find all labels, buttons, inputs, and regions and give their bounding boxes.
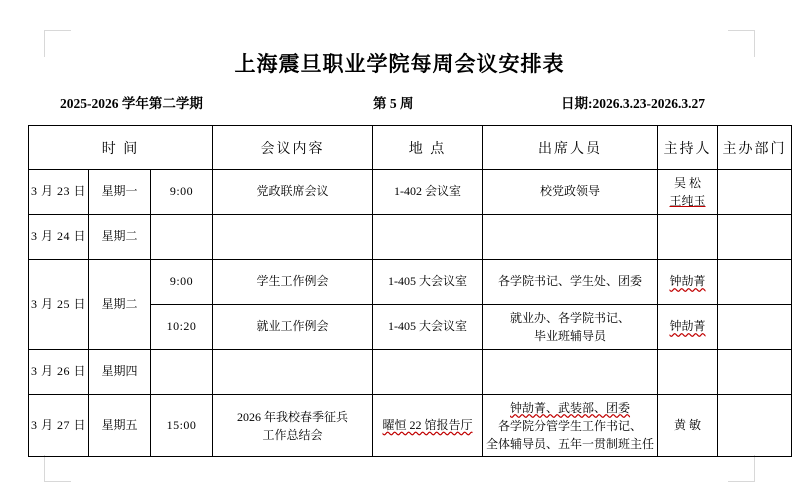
meeting-schedule-table [28, 125, 792, 457]
cell-dept [718, 260, 792, 305]
cell-date: 3 月 27 日 [29, 395, 89, 457]
cell-place [373, 350, 483, 395]
cell-date: 3 月 24 日 [29, 215, 89, 260]
cell-day: 星期二 [89, 215, 151, 260]
document-subheader [28, 92, 771, 112]
cell-host: 黄 敏 [658, 395, 718, 457]
column-header-host: 主持人 [658, 126, 718, 170]
cell-attendees [483, 350, 658, 395]
cell-place: 1-405 大会议室 [373, 305, 483, 350]
date-range-label: 日期:2026.3.23-2026.3.27 [561, 96, 705, 111]
page-fold-bottom-left [44, 455, 71, 482]
week-number-label: 第 5 周 [373, 96, 414, 111]
cell-host: 钟劼菁 [658, 260, 718, 305]
cell-host [658, 215, 718, 260]
host-name-primary: 吴 松 [674, 176, 702, 190]
column-header-place: 地 点 [373, 126, 483, 170]
cell-host: 钟劼菁 [658, 305, 718, 350]
cell-place: 1-402 会议室 [373, 170, 483, 215]
cell-topic [213, 350, 373, 395]
cell-topic: 学生工作例会 [213, 260, 373, 305]
academic-term-label: 2025-2026 学年第二学期 [60, 96, 203, 111]
cell-host [658, 350, 718, 395]
attendees-line-2: 毕业班辅导员 [534, 329, 607, 343]
column-header-attendees: 出席人员 [483, 126, 658, 170]
cell-topic [213, 395, 373, 457]
cell-dept [718, 350, 792, 395]
table-header-row [29, 126, 792, 170]
cell-time [151, 215, 213, 260]
column-header-time: 时 间 [29, 126, 213, 170]
cell-time: 10:20 [151, 305, 213, 350]
topic-line-2: 工作总结会 [262, 427, 323, 442]
column-header-dept: 主办部门 [718, 126, 792, 170]
cell-time: 15:00 [151, 395, 213, 457]
cell-day: 星期四 [89, 350, 151, 395]
cell-topic: 党政联席会议 [213, 170, 373, 215]
attendees-line-2: 各学院分管学生工作书记、 [498, 418, 643, 433]
cell-dept [718, 170, 792, 215]
cell-place: 曜恒 22 馆报告厅 [373, 395, 483, 457]
cell-attendees [483, 305, 658, 350]
cell-host [658, 170, 718, 215]
cell-date: 3 月 25 日 [29, 260, 89, 350]
cell-day: 星期一 [89, 170, 151, 215]
host-name-secondary: 王纯玉 [669, 194, 706, 208]
cell-attendees: 校党政领导 [483, 170, 658, 215]
cell-time: 9:00 [151, 170, 213, 215]
cell-attendees [483, 215, 658, 260]
cell-date: 3 月 23 日 [29, 170, 89, 215]
cell-dept [718, 305, 792, 350]
cell-attendees [483, 395, 658, 457]
table-row [29, 215, 792, 260]
cell-dept [718, 215, 792, 260]
cell-day: 星期五 [89, 395, 151, 457]
cell-date: 3 月 26 日 [29, 350, 89, 395]
cell-attendees: 各学院书记、学生处、团委 [483, 260, 658, 305]
cell-topic: 就业工作例会 [213, 305, 373, 350]
cell-place [373, 215, 483, 260]
attendees-line-3: 全体辅导员、五年一贯制班主任 [486, 436, 655, 451]
attendees-line-1: 钟劼菁、武装部、团委 [510, 400, 631, 415]
table-row [29, 260, 792, 305]
cell-day: 星期二 [89, 260, 151, 350]
table-row [29, 170, 792, 215]
cell-place: 1-405 大会议室 [373, 260, 483, 305]
cell-time: 9:00 [151, 260, 213, 305]
topic-line-1: 2026 年我校春季征兵 [237, 409, 349, 424]
column-header-topic: 会议内容 [213, 126, 373, 170]
table-row [29, 395, 792, 457]
attendees-line-1: 就业办、各学院书记、 [510, 311, 631, 325]
document-title: 上海震旦职业学院每周会议安排表 [234, 52, 565, 76]
cell-time [151, 350, 213, 395]
page-fold-bottom-right [728, 455, 755, 482]
cell-topic [213, 215, 373, 260]
table-row [29, 350, 792, 395]
cell-dept [718, 395, 792, 457]
